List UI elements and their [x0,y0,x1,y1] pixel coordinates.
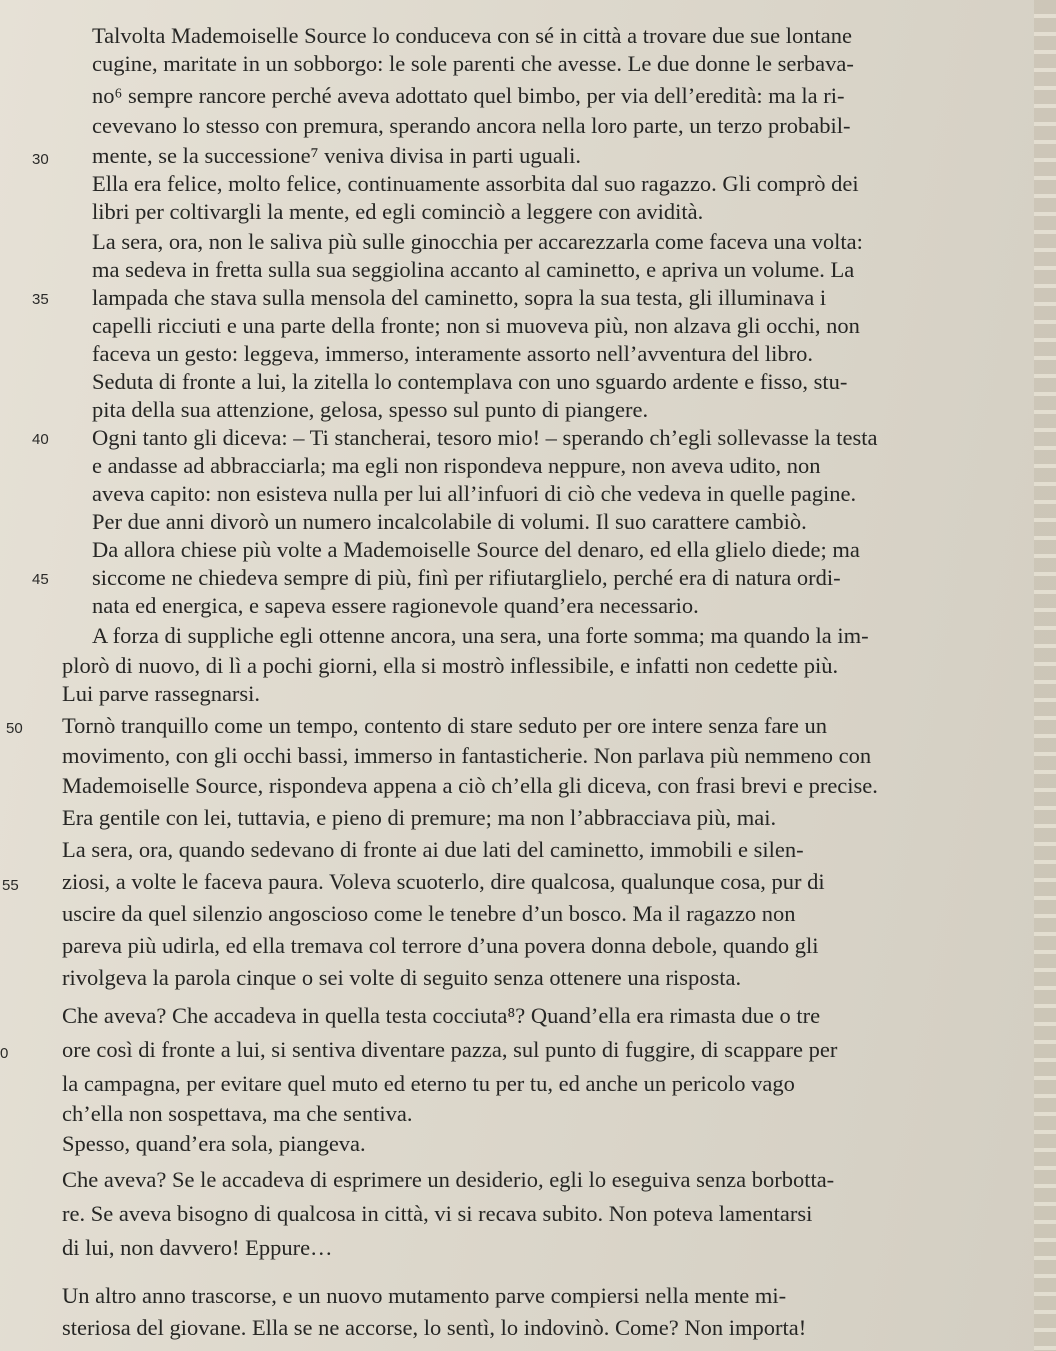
text-line: Ella era felice, molto felice, continuamente assorbita dal suo ragazzo. Gli comprò dei [92,171,859,196]
text-line: capelli ricciuti e una parte della fronte; non si muoveva più, non alzava gli occhi, non [92,313,860,338]
text-line: nata ed energica, e sapeva essere ragionevole quand’era necessario. [92,593,699,618]
line-number-50: 50 [6,720,23,737]
line-number-60: 0 [0,1045,9,1062]
text-line: movimento, con gli occhi bassi, immerso in fantasticherie. Non parlava più nemmeno con [62,743,872,768]
line-number-40: 40 [32,431,49,448]
text-line: Che aveva? Se le accadeva di esprimere un desiderio, egli lo eseguiva senza borbotta- [62,1167,835,1192]
text-line: Che aveva? Che accadeva in quella testa cocciuta⁸? Quand’ella era rimasta due o tre [62,1003,821,1028]
text-line: La sera, ora, quando sedevano di fronte ai due lati del caminetto, immobili e silen- [62,837,804,862]
text-line: A forza di suppliche egli ottenne ancora, una sera, una forte somma; ma quando la im- [92,623,869,648]
text-line: ore così di fronte a lui, si sentiva diventare pazza, sul punto di fuggire, di scappare per [62,1037,838,1062]
line-number-35: 35 [32,291,49,308]
text-line: ma sedeva in fretta sulla sua seggiolina accanto al caminetto, e apriva un volume. La [92,257,855,282]
text-line: Seduta di fronte a lui, la zitella lo contemplava con uno sguardo ardente e fisso, stu- [92,369,848,394]
text-line: Mademoiselle Source, rispondeva appena a ciò ch’ella gli diceva, con frasi brevi e precise. [62,773,878,798]
line-number-30: 30 [32,151,49,168]
text-line: Tornò tranquillo come un tempo, contento di stare seduto per ore intere senza fare un [62,713,828,738]
line-number-45: 45 [32,571,49,588]
text-line: siccome ne chiedeva sempre di più, finì per rifiutarglielo, perché era di natura ordi- [92,565,841,590]
text-line: uscire da quel silenzio angoscioso come le tenebre d’un bosco. Ma il ragazzo non [62,901,796,926]
text-line: cugine, maritate in un sobborgo: le sole parenti che avesse. Le due donne le serbava- [92,51,854,76]
text-line: ch’ella non sospettava, ma che sentiva. [62,1101,413,1126]
text-line: rivolgeva la parola cinque o sei volte di seguito senza ottenere una risposta. [62,965,742,990]
text-line: faceva un gesto: leggeva, immerso, interamente assorto nell’avventura del libro. [92,341,813,366]
text-line: Talvolta Mademoiselle Source lo conduceva con sé in città a trovare due sue lontane [92,23,853,48]
text-line: re. Se aveva bisogno di qualcosa in città, vi si recava subito. Non poteva lamentarsi [62,1201,813,1226]
page-edge [1034,0,1056,1351]
text-line: lampada che stava sulla mensola del caminetto, sopra la sua testa, gli illuminava i [92,285,827,310]
text-line: ziosi, a volte le faceva paura. Voleva scuoterlo, dire qualcosa, qualunque cosa, pur di [62,869,825,894]
text-line: libri per coltivargli la mente, ed egli cominciò a leggere con avidità. [92,199,704,224]
text-line: no⁶ sempre rancore perché aveva adottato quel bimbo, per via dell’eredità: ma la ri- [92,83,845,108]
text-line: pareva più udirla, ed ella tremava col terrore d’una povera donna debole, quando gli [62,933,819,958]
text-line: plorò di nuovo, di lì a pochi giorni, ella si mostrò inflessibile, e infatti non cedette più. [62,653,839,678]
text-line: di lui, non davvero! Eppure… [62,1235,333,1260]
text-line: mente, se la successione⁷ veniva divisa in parti uguali. [92,143,581,168]
text-line: la campagna, per evitare quel muto ed eterno tu per tu, ed anche un pericolo vago [62,1071,795,1096]
text-line: Un altro anno trascorse, e un nuovo mutamento parve compiersi nella mente mi- [62,1283,787,1308]
text-line: La sera, ora, non le saliva più sulle ginocchia per accarezzarla come faceva una volta: [92,229,863,254]
line-number-55: 55 [2,877,19,894]
text-line: e andasse ad abbracciarla; ma egli non rispondeva neppure, non aveva udito, non [92,453,821,478]
text-line: Per due anni divorò un numero incalcolabile di volumi. Il suo carattere cambiò. [92,509,807,534]
text-line: cevevano lo stesso con premura, sperando ancora nella loro parte, un terzo probabil- [92,113,851,138]
text-line: steriosa del giovane. Ella se ne accorse, lo sentì, lo indovinò. Come? Non importa! [62,1315,807,1340]
text-line: pita della sua attenzione, gelosa, spesso sul punto di piangere. [92,397,649,422]
text-line: Ogni tanto gli diceva: – Ti stancherai, tesoro mio! – sperando ch’egli sollevasse la testa [92,425,878,450]
text-line: Da allora chiese più volte a Mademoiselle Source del denaro, ed ella glielo diede; ma [92,537,860,562]
text-line: Spesso, quand’era sola, piangeva. [62,1131,366,1156]
text-line: Era gentile con lei, tuttavia, e pieno di premure; ma non l’abbracciava più, mai. [62,805,777,830]
text-line: Lui parve rassegnarsi. [62,681,261,706]
text-line: aveva capito: non esisteva nulla per lui all’infuori di ciò che vedeva in quelle pagine. [92,481,857,506]
